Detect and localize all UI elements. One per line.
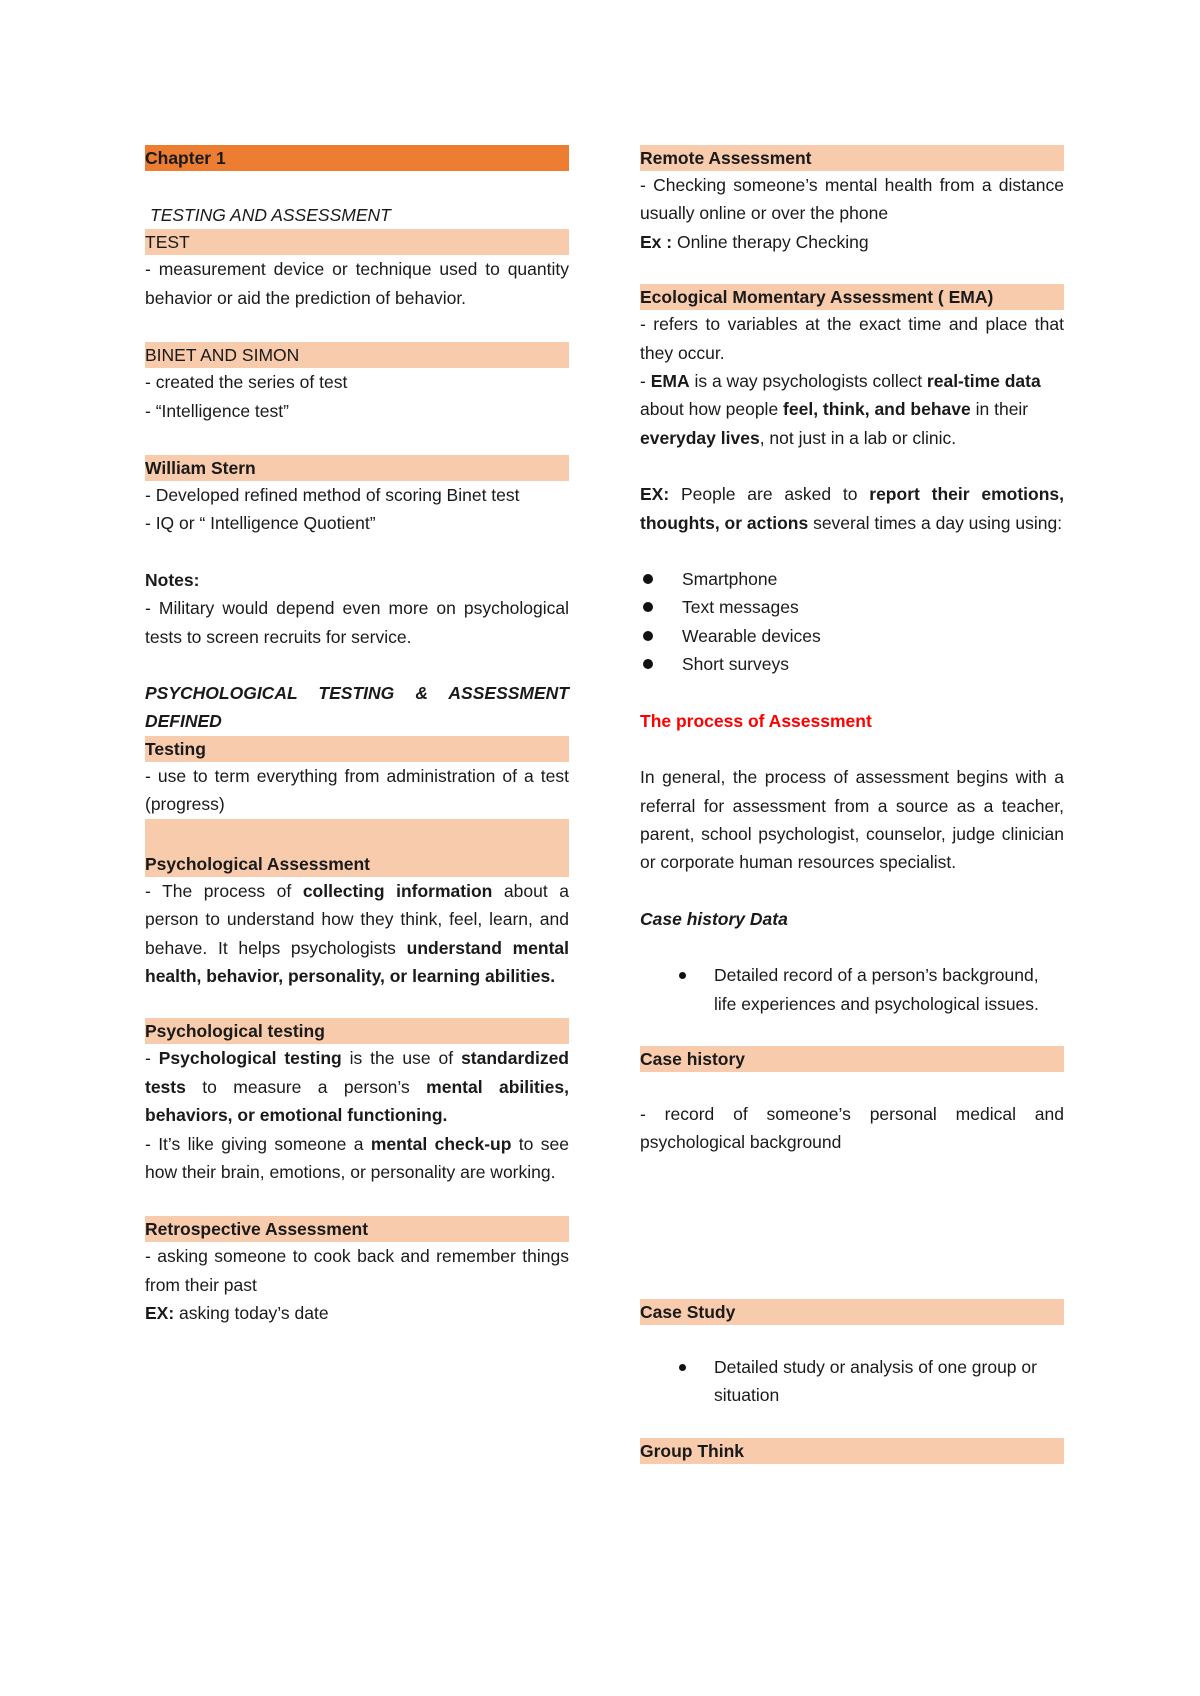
bullet-icon <box>643 602 653 612</box>
list-item: Detailed study or analysis of one group or situation <box>640 1353 1064 1410</box>
bullet-icon <box>679 1364 686 1371</box>
list-item: Wearable devices <box>640 622 1064 650</box>
bullet-icon <box>679 972 686 979</box>
bullet-icon <box>643 631 653 641</box>
process-title: The process of Assessment <box>640 710 872 731</box>
ema-device-list <box>640 565 1064 679</box>
ema-definition: - refers to variables at the exact time and place that they occur. <box>640 314 1064 363</box>
binet-line: - “Intelligence test” <box>145 400 289 421</box>
binet-header: BINET AND SIMON <box>145 342 569 368</box>
stern-line: - Developed refined method of scoring Binet test <box>145 485 520 506</box>
testing-assessment-title: TESTING AND ASSESSMENT <box>150 205 391 225</box>
remote-header: Remote Assessment <box>640 145 1064 171</box>
testing-header: Testing <box>145 736 569 762</box>
binet-line: - created the series of test <box>145 372 348 393</box>
process-text: In general, the process of assessment begins with a referral for assessment from a source as a teacher, parent, school psychologist, counselor, judge clinician or corporate human resources specialist. <box>640 767 1064 873</box>
psych-assessment-definition: - The process of collecting information about a person to understand how they think, feel, learn, and behave. It helps psychologists understand mental health, behavior, personality, or learning abilities. <box>145 880 569 986</box>
retro-example: EX: asking today’s date <box>145 1303 329 1324</box>
list-item: Detailed record of a person’s background, life experiences and psychological issues. <box>640 961 1064 1018</box>
list-item: Short surveys <box>640 650 1064 678</box>
notes-label: Notes: <box>145 569 200 590</box>
bullet-icon <box>643 659 653 669</box>
group-think-header: Group Think <box>640 1438 1064 1464</box>
right-column <box>640 145 1064 1464</box>
remote-definition: - Checking someone’s mental health from a distance usually online or over the phone <box>640 175 1064 224</box>
psych-assessment-header <box>145 819 569 877</box>
psych-testing-header: Psychological testing <box>145 1018 569 1044</box>
testing-definition: - use to term everything from administration of a test (progress) <box>145 765 569 815</box>
defined-title: PSYCHOLOGICAL TESTING & ASSESSMENT DEFINED <box>145 683 569 732</box>
list-item: Smartphone <box>640 565 1064 593</box>
retro-definition: - asking someone to cook back and remember things from their past <box>145 1246 569 1295</box>
remote-example: Ex : Online therapy Checking <box>640 231 869 252</box>
bullet-icon <box>643 574 653 584</box>
stern-header: William Stern <box>145 455 569 481</box>
chapter-heading: Chapter 1 <box>145 145 569 171</box>
case-study-header: Case Study <box>640 1299 1064 1325</box>
stern-line: - IQ or “ Intelligence Quotient” <box>145 513 376 534</box>
test-header: TEST <box>145 229 569 255</box>
case-history-data-list <box>640 961 1064 1018</box>
ema-description: - EMA is a way psychologists collect real-time data about how people feel, think, and behave in their everyday lives, not just in a lab or clinic. <box>640 371 1041 448</box>
list-item: Text messages <box>640 593 1064 621</box>
case-history-definition: - record of someone’s personal medical and psychological background <box>640 1103 1064 1153</box>
psych-assessment-label: Psychological Assessment <box>145 853 371 874</box>
psych-testing-analogy: - It’s like giving someone a mental check-up to see how their brain, emotions, or personality are working. <box>145 1133 569 1182</box>
case-history-header: Case history <box>640 1046 1064 1072</box>
psych-testing-definition: - Psychological testing is the use of standardized tests to measure a person’s mental abilities, behaviors, or emotional functioning. <box>145 1048 570 1126</box>
case-study-list <box>640 1353 1064 1410</box>
ema-header: Ecological Momentary Assessment ( EMA) <box>640 284 1064 310</box>
notes-text: - Military would depend even more on psychological tests to screen recruits for service. <box>145 598 569 647</box>
ema-example: EX: People are asked to report their emotions, thoughts, or actions several times a day using using: <box>640 484 1064 533</box>
left-column <box>145 145 569 1328</box>
retro-header: Retrospective Assessment <box>145 1216 569 1242</box>
test-definition: - measurement device or technique used to quantity behavior or aid the prediction of behavior. <box>145 259 569 308</box>
case-history-data-title: Case history Data <box>640 908 788 929</box>
